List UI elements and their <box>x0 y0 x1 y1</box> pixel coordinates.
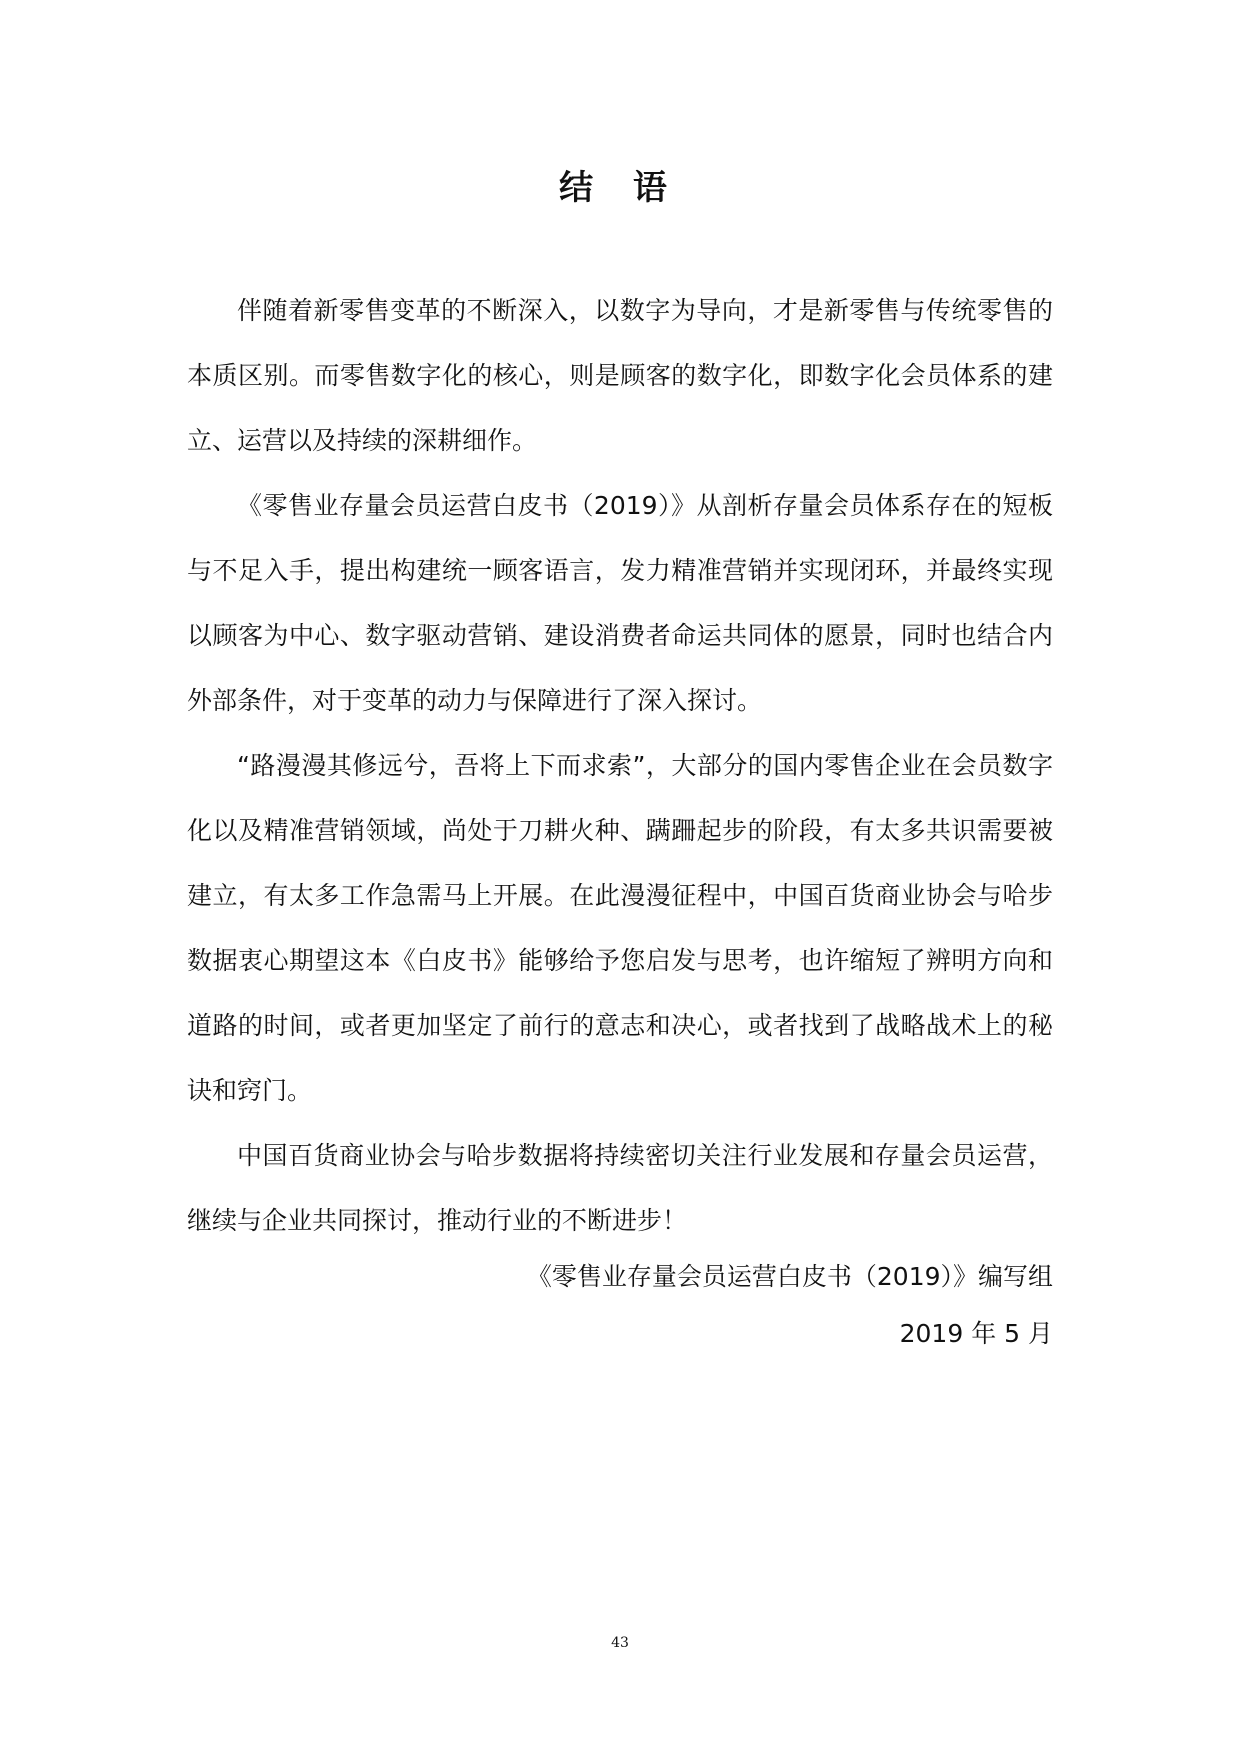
signoff-author: 《零售业存量会员运营白皮书（2019）》编写组 <box>526 1262 1053 1291</box>
paragraph-4: 中国百货商业协会与哈步数据将持续密切关注行业发展和存量会员运营，继续与企业共同探讨，推动行业的不断进步！ <box>187 1141 1053 1235</box>
paragraph-3: “路漫漫其修远兮，吾将上下而求索”，大部分的国内零售企业在会员数字化以及精准营销领域，尚处于刀耕火种、蹒跚起步的阶段，有太多共识需要被建立，有太多工作急需马上开展。在此漫漫征程中，中国百货商业协会与哈步数据衷心期望这本《白皮书》能够给予您启发与思考，也许缩短了辨明方向和道路的时间，或者更加坚定了前行的意志和决心，或者找到了战略战术上的秘诀和窍门。 <box>187 751 1053 1105</box>
paragraph-2: 《零售业存量会员运营白皮书（2019）》从剖析存量会员体系存在的短板与不足入手，提出构建统一顾客语言，发力精准营销并实现闭环，并最终实现以顾客为中心、数字驱动营销、建设消费者命运共同体的愿景，同时也结合内外部条件，对于变革的动力与保障进行了深入探讨。 <box>187 491 1053 715</box>
page-title: 结 语 <box>559 168 681 208</box>
page-number: 43 <box>611 1635 629 1651</box>
signoff-date: 2019 年 5 月 <box>899 1319 1053 1348</box>
paragraph-1: 伴随着新零售变革的不断深入，以数字为导向，才是新零售与传统零售的本质区别。而零售数字化的核心，则是顾客的数字化，即数字化会员体系的建立、运营以及持续的深耕细作。 <box>187 296 1053 455</box>
signoff <box>527 1248 1053 1362</box>
body-text <box>187 278 1053 1253</box>
